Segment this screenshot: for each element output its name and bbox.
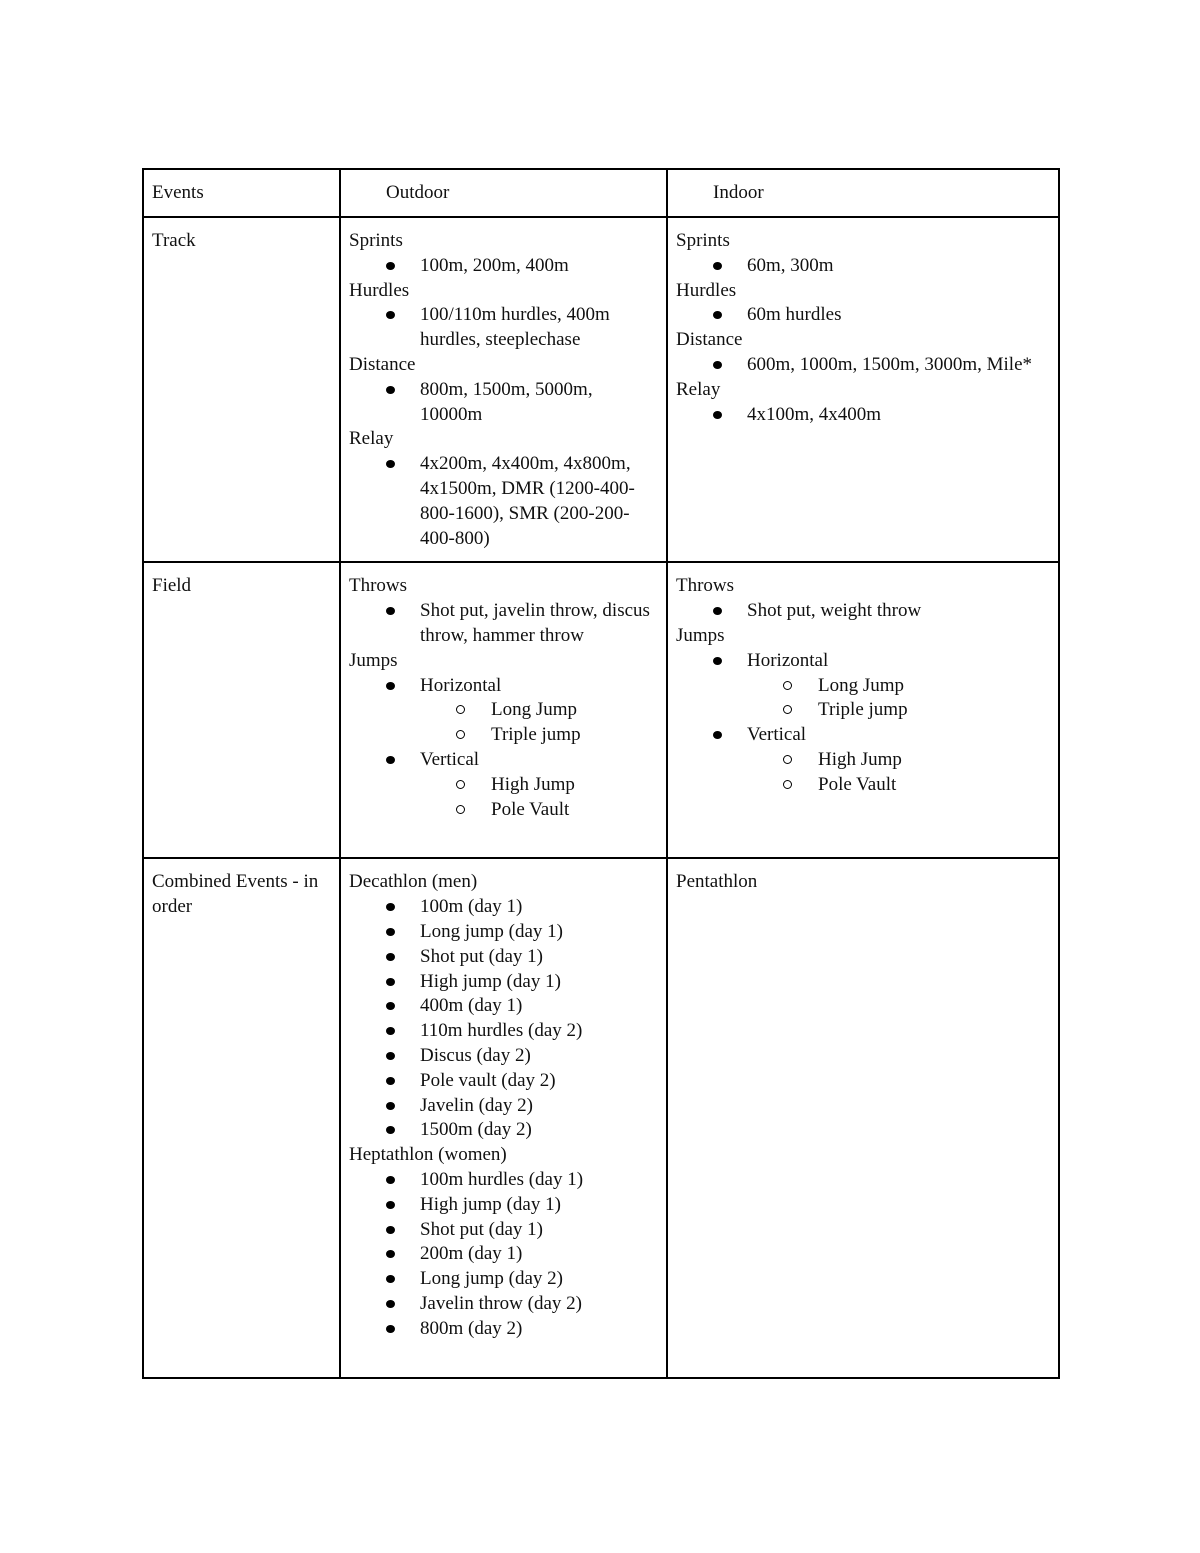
list-item: Javelin throw (day 2) xyxy=(420,1292,658,1317)
category-label: Hurdles xyxy=(349,279,410,301)
track-indoor-cell xyxy=(667,217,1059,562)
list-item: Long jump (day 2) xyxy=(420,1267,658,1292)
sub-list-item: High Jump xyxy=(491,773,658,798)
list-item: Discus (day 2) xyxy=(420,1044,658,1069)
subcategory-label: Horizontal xyxy=(747,649,829,671)
category-label: Throws xyxy=(349,575,408,597)
bullet-list xyxy=(349,303,658,353)
list-item: Javelin (day 2) xyxy=(420,1094,658,1119)
category-label: Relay xyxy=(676,378,721,400)
list-item: Shot put (day 1) xyxy=(420,1218,658,1243)
list-item xyxy=(747,649,1050,723)
track-label: Track xyxy=(143,217,340,562)
track-outdoor-cell xyxy=(340,217,667,562)
list-item: 400m (day 1) xyxy=(420,994,658,1019)
category-label: Pentathlon xyxy=(676,871,758,893)
list-item: 60m hurdles xyxy=(747,303,1050,328)
list-item: 1500m (day 2) xyxy=(420,1118,658,1143)
header-events: Events xyxy=(143,169,340,217)
subcategory-label: Vertical xyxy=(420,748,480,770)
list-item: 4x200m, 4x400m, 4x800m, 4x1500m, DMR (1200-400-800-1600), SMR (200-200-400-800) xyxy=(420,452,658,551)
bullet-list xyxy=(349,895,658,1143)
list-item: 600m, 1000m, 1500m, 3000m, Mile* xyxy=(747,353,1050,378)
header-row xyxy=(143,169,1059,217)
category-label: Hurdles xyxy=(676,279,737,301)
combined-label: Combined Events - in order xyxy=(143,858,340,1378)
field-outdoor-cell xyxy=(340,562,667,858)
header-outdoor: Outdoor xyxy=(340,169,667,217)
combined-indoor-cell xyxy=(667,858,1059,1378)
sub-list-item: Triple jump xyxy=(491,723,658,748)
category-label: Sprints xyxy=(676,230,730,251)
bullet-list xyxy=(676,403,1050,428)
combined-row xyxy=(143,858,1059,1378)
events-table xyxy=(142,168,1060,1379)
category-label: Decathlon (men) xyxy=(349,871,478,893)
category-label: Throws xyxy=(676,575,735,597)
list-item: 60m, 300m xyxy=(747,254,1050,279)
bullet-list xyxy=(349,452,658,551)
bullet-list xyxy=(676,254,1050,279)
list-item: Pole vault (day 2) xyxy=(420,1069,658,1094)
field-row xyxy=(143,562,1059,858)
bullet-list xyxy=(676,353,1050,378)
sub-list-item: High Jump xyxy=(818,748,1050,773)
category-label: Jumps xyxy=(676,624,725,646)
track-row xyxy=(143,217,1059,562)
list-item xyxy=(420,674,658,748)
sub-list-item: Long Jump xyxy=(491,698,658,723)
list-item: Shot put (day 1) xyxy=(420,945,658,970)
sub-list-item: Pole Vault xyxy=(491,798,658,823)
category-label: Relay xyxy=(349,428,394,450)
sub-list xyxy=(420,773,658,823)
category-label: Jumps xyxy=(349,649,398,671)
header-indoor: Indoor xyxy=(667,169,1059,217)
list-item xyxy=(420,748,658,822)
bullet-list xyxy=(349,378,658,428)
bullet-list xyxy=(349,1168,658,1342)
sub-list xyxy=(747,674,1050,724)
bullet-list xyxy=(676,599,1050,624)
sub-list xyxy=(747,748,1050,798)
list-item: High jump (day 1) xyxy=(420,1193,658,1218)
bullet-list xyxy=(349,674,658,823)
list-item: High jump (day 1) xyxy=(420,970,658,995)
sub-list-item: Pole Vault xyxy=(818,773,1050,798)
list-item: Shot put, weight throw xyxy=(747,599,1050,624)
subcategory-label: Vertical xyxy=(747,724,807,746)
list-item: 100m hurdles (day 1) xyxy=(420,1168,658,1193)
category-label: Heptathlon (women) xyxy=(349,1144,507,1166)
category-label: Sprints xyxy=(349,230,403,251)
list-item: 110m hurdles (day 2) xyxy=(420,1019,658,1044)
list-item: 100/110m hurdles, 400m hurdles, steeplechase xyxy=(420,303,658,353)
bullet-list xyxy=(676,649,1050,798)
category-label: Distance xyxy=(349,353,416,375)
field-indoor-cell xyxy=(667,562,1059,858)
bullet-list xyxy=(349,254,658,279)
list-item: Shot put, javelin throw, discus throw, hammer throw xyxy=(420,599,658,649)
subcategory-label: Horizontal xyxy=(420,674,502,696)
list-item xyxy=(747,723,1050,797)
field-label: Field xyxy=(143,562,340,858)
combined-outdoor-cell xyxy=(340,858,667,1378)
list-item: 100m, 200m, 400m xyxy=(420,254,658,279)
bullet-list xyxy=(676,303,1050,328)
list-item: 800m, 1500m, 5000m, 10000m xyxy=(420,378,658,428)
list-item: 4x100m, 4x400m xyxy=(747,403,1050,428)
bullet-list xyxy=(349,599,658,649)
sub-list xyxy=(420,698,658,748)
sub-list-item: Triple jump xyxy=(818,698,1050,723)
list-item: 800m (day 2) xyxy=(420,1317,658,1342)
list-item: Long jump (day 1) xyxy=(420,920,658,945)
category-label: Distance xyxy=(676,329,743,351)
list-item: 200m (day 1) xyxy=(420,1242,658,1267)
sub-list-item: Long Jump xyxy=(818,674,1050,699)
list-item: 100m (day 1) xyxy=(420,895,658,920)
